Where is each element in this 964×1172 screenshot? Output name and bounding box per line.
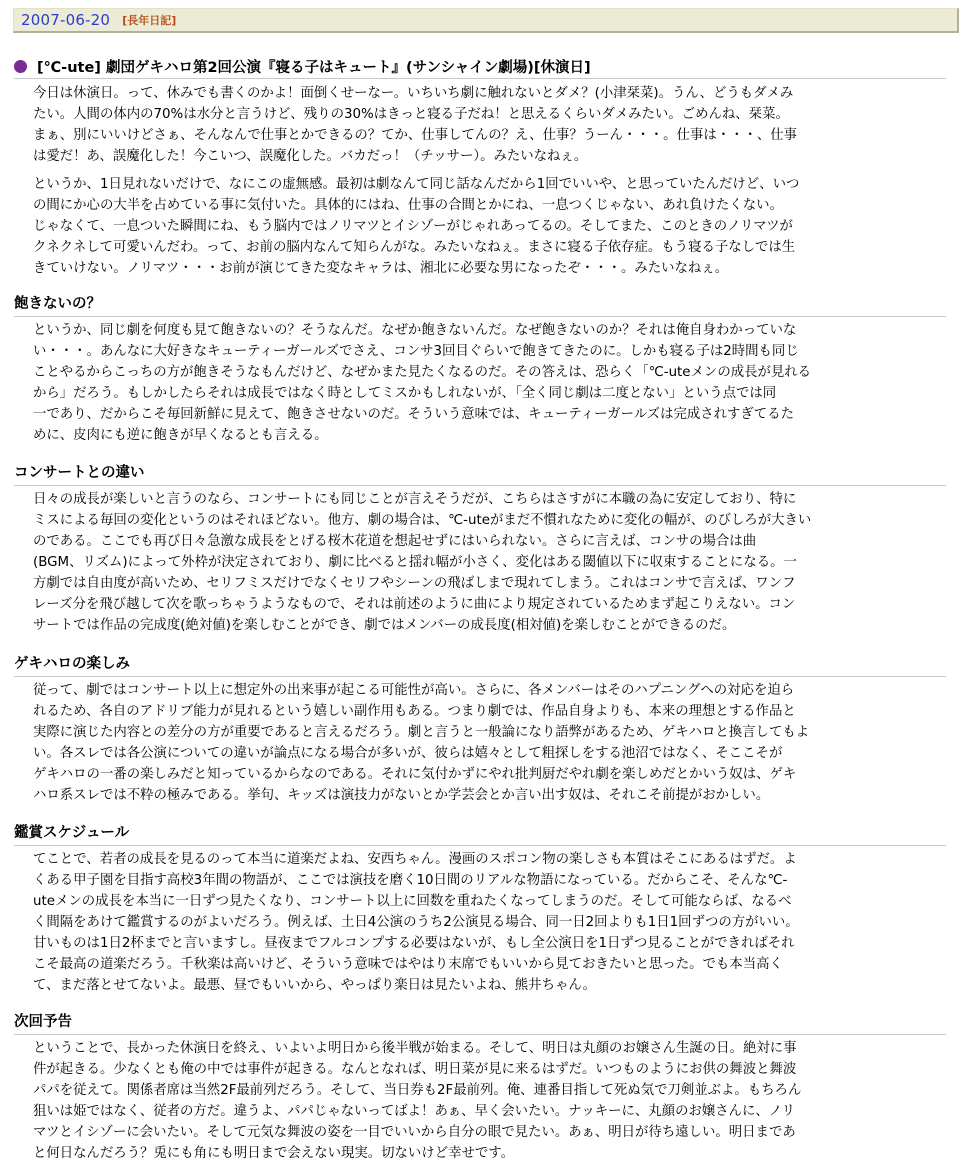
text-line: 件が起きる。少なくとも俺の中では事件が起きる。なんとなれば、明日菜が見に来るはずだ。いつものようにお供の舞波と舞波 (33, 1062, 797, 1077)
text-line: の間にか心の大半を占めている事に気付いた。具体的にはね、仕事の合間とかにね、一息つくじゃない、あれ負けたくない。 (33, 198, 783, 213)
text-line: ハロ系スレでは不粋の極みである。挙句、キッズは演技力がないとか学芸会とか言い出す奴は、それこそ前提がおかしい。 (33, 788, 770, 803)
text-line: 一であり、だからこそ毎回新鮮に見えて、飽きさせないのだ。そういう意味では、キューティーガールズは完成されすぎてるた (33, 407, 794, 422)
section-heading-schedule: 鑑賞スケジュール (14, 824, 946, 846)
section-heading-akinai: 飽きないの？ (14, 295, 946, 317)
text-line: パパを従えて。関係者席は当然2F最前列だろう。そして、当日券も2F最前列。俺、連番目指して死ぬ気で刀剣並ぶよ。もちろん (33, 1083, 802, 1098)
section-body-schedule (33, 849, 948, 996)
section-heading-gekiharo-fun: ゲキハロの楽しみ (14, 655, 946, 677)
section-heading-next-preview: 次回予告 (14, 1013, 946, 1035)
text-line: こそ最高の道楽だろう。千秋楽は高いけど、そういう意味ではやはり末席でもいいから見ておきたいと思った。でも本当高く (33, 957, 783, 972)
text-line: (BGM、リズム)によって外枠が決定されており、劇に比べると揺れ幅が小さく、変化はある閾値以下に収束することになる。一 (33, 555, 797, 570)
text-line: クネクネして可愛いんだわ。って、お前の脳内なんて知らんがな。みたいなねぇ。まさに寝る子依存症。もう寝る子なしでは生 (33, 240, 796, 255)
text-line: い・・・。あんなに大好きなキューティーガールズでさえ、コンサ3回目ぐらいで飽きてきたのに。しかも寝る子は2時間も同じ (33, 344, 799, 359)
category-label[interactable]: 長年日記 (127, 14, 172, 27)
entry-title (14, 54, 954, 78)
text-line: のである。ここでも再び日々急激な成長をとげる桜木花道を想起せずにはいられない。さらに言えば、コンサの場合は曲 (33, 534, 757, 549)
text-line: 今日は休演日。って、休みでも書くのかよ！面倒くせーなー。いちいち劇に触れないとダメ？(小津栞菜)。うん、どうもダメみ (33, 86, 794, 101)
text-line: uteメンの成長を本当に一日ずつ見たくなり、コンサート以上に回数を重ねたくなってしまうのだ。そして可能ならば、なるべ (33, 894, 792, 909)
text-line: 実際に演じた内容との差分の方が重要であると言えるだろう。劇と言うと一般論になり語弊があるため、ゲキハロと換言してもよ (33, 725, 810, 740)
text-line: めに、皮肉にも逆に飽きが早くなるとも言える。 (33, 428, 328, 443)
text-line: は愛だ！あ、誤魔化した！今こいつ、誤魔化した。バカだっ！（チッサー）。みたいなねぇ。 (33, 149, 588, 164)
intro-paragraph-1 (33, 83, 948, 167)
text-line: くある甲子園を目指す高校3年間の物語が、ここでは演技を磨く10日間のリアルな物語になっている。だからこそ、そんな℃- (33, 873, 788, 888)
section-body-akinai (33, 320, 948, 446)
text-line: 日々の成長が楽しいと言うのなら、コンサートにも同じことが言えそうだが、こちらはさすがに本職の為に安定しており、特に (33, 492, 797, 507)
section-heading-concert-diff: コンサートとの違い (14, 464, 946, 486)
section-body-gekiharo-fun (33, 680, 948, 806)
text-line: じゃなくて、一息ついた瞬間にね、もう脳内ではノリマツとイシゾーがじゃれあってるの。そしてまた、このときのノリマツが (33, 219, 793, 234)
text-line: ゲキハロの一番の楽しみだと知っているからなのである。それに気付かずにやれ批判厨だやれ劇を楽しめだとかいう奴は、ゲキ (33, 767, 797, 782)
intro-paragraph-2 (33, 174, 948, 279)
text-line: と何日なんだろう？兎にも角にも明日まで会えない現実。切ないけど幸せです。 (33, 1146, 514, 1161)
date-header-bar (13, 8, 959, 33)
text-line: 狙いは姫ではなく、従者の方だ。違うよ、パパじゃないってばよ！あぁ、早く会いたい。ナッキーに、丸顔のお嬢さんに、ノリ (33, 1104, 796, 1119)
text-line: から」だろう。もしかしたらそれは成長ではなく時としてミスかもしれないが、「全く同じ劇は二度とない」という点では同 (33, 386, 777, 401)
text-line: ということで、長かった休演日を終え、いよいよ明日から後半戦が始まる。そして、明日は丸顔のお嬢さん生誕の日。絶対に事 (33, 1041, 797, 1056)
text-line: 従って、劇ではコンサート以上に想定外の出来事が起こる可能性が高い。さらに、各メンバーはそのハプニングへの対応を迫ら (33, 683, 795, 698)
entry-title-text: [℃-ute] 劇団ゲキハロ第2回公演『寝る子はキュート』(サンシャイン劇場)[休演日] (37, 59, 591, 76)
text-line: レーズ分を飛び越して次を歌っちゃうようなもので、それは前述のように曲により規定されているためまず起こりえない。コン (33, 597, 796, 612)
text-line: というか、同じ劇を何度も見て飽きないの？そうなんだ。なぜか飽きないんだ。なぜ飽きないのか？それは俺自身わかっていな (33, 323, 797, 338)
text-line: て、まだ落とせてないよ。最悪、昼でもいいから、やっぱり楽日は見たいよね、熊井ちゃん。 (33, 978, 596, 993)
bullet-circle-icon (14, 60, 27, 73)
text-line: きていけない。ノリマツ・・・お前が演じてきた変なキャラは、湘北に必要な男になったぞ・・・。みたいなねぇ。 (33, 261, 729, 276)
text-line: ことやるからこっちの方が飽きそうなもんだけど、なぜかまた見たくなるのだ。その答えは、恐らく「℃-uteメンの成長が見れる (33, 365, 812, 380)
text-line: ミスによる毎回の変化というのはそれほどない。他方、劇の場合は、℃-uteがまだ不慣れなために変化の幅が、のびしろが大きい (33, 513, 812, 528)
text-line: まぁ、別にいいけどさぁ、そんなんで仕事とかできるの？てか、仕事してんの？え、仕事？うーん・・・。仕事は・・・、仕事 (33, 128, 798, 143)
text-line: く間隔をあけて鑑賞するのがよいだろう。例えば、土日4公演のうち2公演見る場合、同一日2回よりも1日1回ずつの方がいい。 (33, 915, 799, 930)
text-line: サートでは作品の完成度(絶対値)を楽しむことができ、劇ではメンバーの成長度(相対値)を楽しむことができるのだ。 (33, 618, 736, 633)
text-line: というか、1日見れないだけで、なにこの虚無感。最初は劇なんて同じ話なんだから1回でいいや、と思っていたんだけど、いつ (33, 177, 800, 192)
text-line: てことで、若者の成長を見るのって本当に道楽だよね、安西ちゃん。漫画のスポコン物の楽しさも本質はそこにあるはずだ。よ (33, 852, 797, 867)
text-line: たい。人間の体内の70%は水分と言うけど、残りの30%はきっと寝る子だね！と思えるくらいダメみたい。ごめんね、栞菜。 (33, 107, 789, 122)
section-body-next-preview (33, 1038, 948, 1164)
text-line: 方劇では自由度が高いため、セリフミスだけでなくセリフやシーンの飛ばしまで現れてしまう。これはコンサで言えば、ワンフ (33, 576, 796, 591)
title-divider (14, 78, 946, 79)
section-body-concert-diff (33, 489, 948, 636)
category-tag[interactable]: [長年日記] (122, 14, 177, 27)
date-link[interactable]: 2007-06-20 (21, 11, 111, 29)
text-line: い。各スレでは各公演についての違いが論点になる場合が多いが、彼らは嬉々として粗探しをする池沼ではなく、そここそが (33, 746, 783, 761)
text-line: マツとイシゾーに会いたい。そして元気な舞波の姿を一目でいいから自分の眼で見たい。あぁ、明日が待ち遠しい。明日まであ (33, 1125, 796, 1140)
text-line: 甘いものは1日2杯までと言いますし。昼夜までフルコンプする必要はないが、もし全公演日を1日ずつ見ることができればそれ (33, 936, 795, 951)
text-line: れるため、各自のアドリブ能力が見れるという嬉しい副作用もある。つまり劇では、作品自身よりも、本来の理想とする作品と (33, 704, 796, 719)
